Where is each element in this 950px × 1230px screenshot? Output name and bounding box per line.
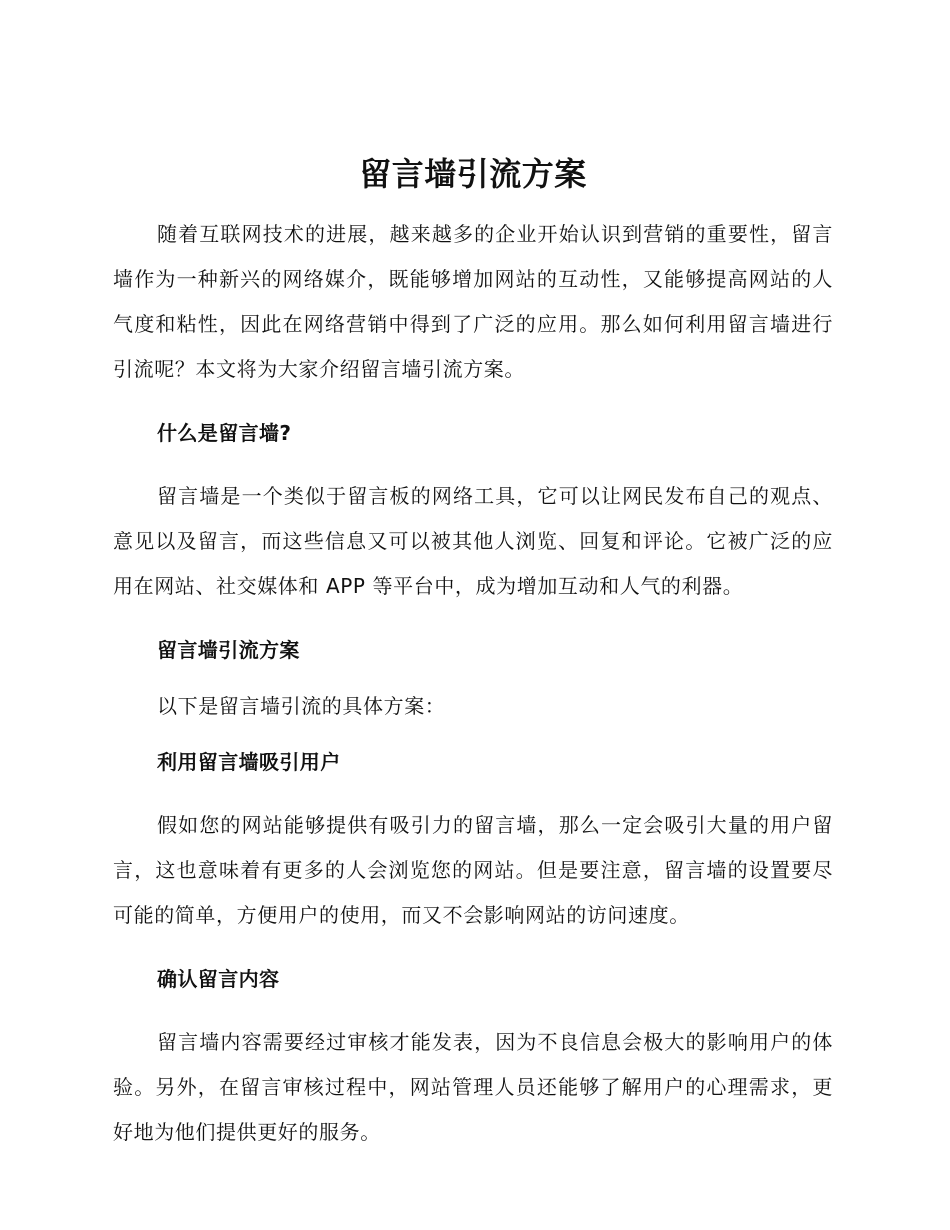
confirm-content-paragraph: 留言墙内容需要经过审核才能发表，因为不良信息会极大的影响用户的体验。另外，在留言审核过程中，网站管理人员还能够了解用户的心理需求，更好地为他们提供更好的服务。 [113, 1030, 833, 1144]
section-heading-confirm-content: 确认留言内容 [157, 967, 280, 991]
section-heading-what-is: 什么是留言墙? [157, 421, 292, 445]
intro-paragraph: 随着互联网技术的进展，越来越多的企业开始认识到营销的重要性，留言墙作为一种新兴的网络媒介，既能够增加网站的互动性，又能够提高网站的人气度和粘性，因此在网络营销中得到了广泛的应用。那么如何利用留言墙进行引流呢？本文将为大家介绍留言墙引流方案。 [113, 222, 833, 381]
document-title: 留言墙引流方案 [359, 155, 587, 193]
definition-paragraph: 留言墙是一个类似于留言板的网络工具，它可以让网民发布自己的观点、意见以及留言，而这些信息又可以被其他人浏览、回复和评论。它被广泛的应用在网站、社交媒体和 APP 等平台中，成为增加互动和人气的利器。 [113, 484, 833, 598]
document-content [113, 150, 833, 1181]
section-heading-attract-users: 利用留言墙吸引用户 [157, 750, 341, 774]
section-heading-plan: 留言墙引流方案 [157, 638, 300, 662]
attract-users-paragraph: 假如您的网站能够提供有吸引力的留言墙，那么一定会吸引大量的用户留言，这也意味着有更多的人会浏览您的网站。但是要注意，留言墙的设置要尽可能的简单，方便用户的使用，而又不会影响网站的访问速度。 [113, 813, 833, 927]
plan-intro-paragraph: 以下是留言墙引流的具体方案： [157, 694, 446, 718]
